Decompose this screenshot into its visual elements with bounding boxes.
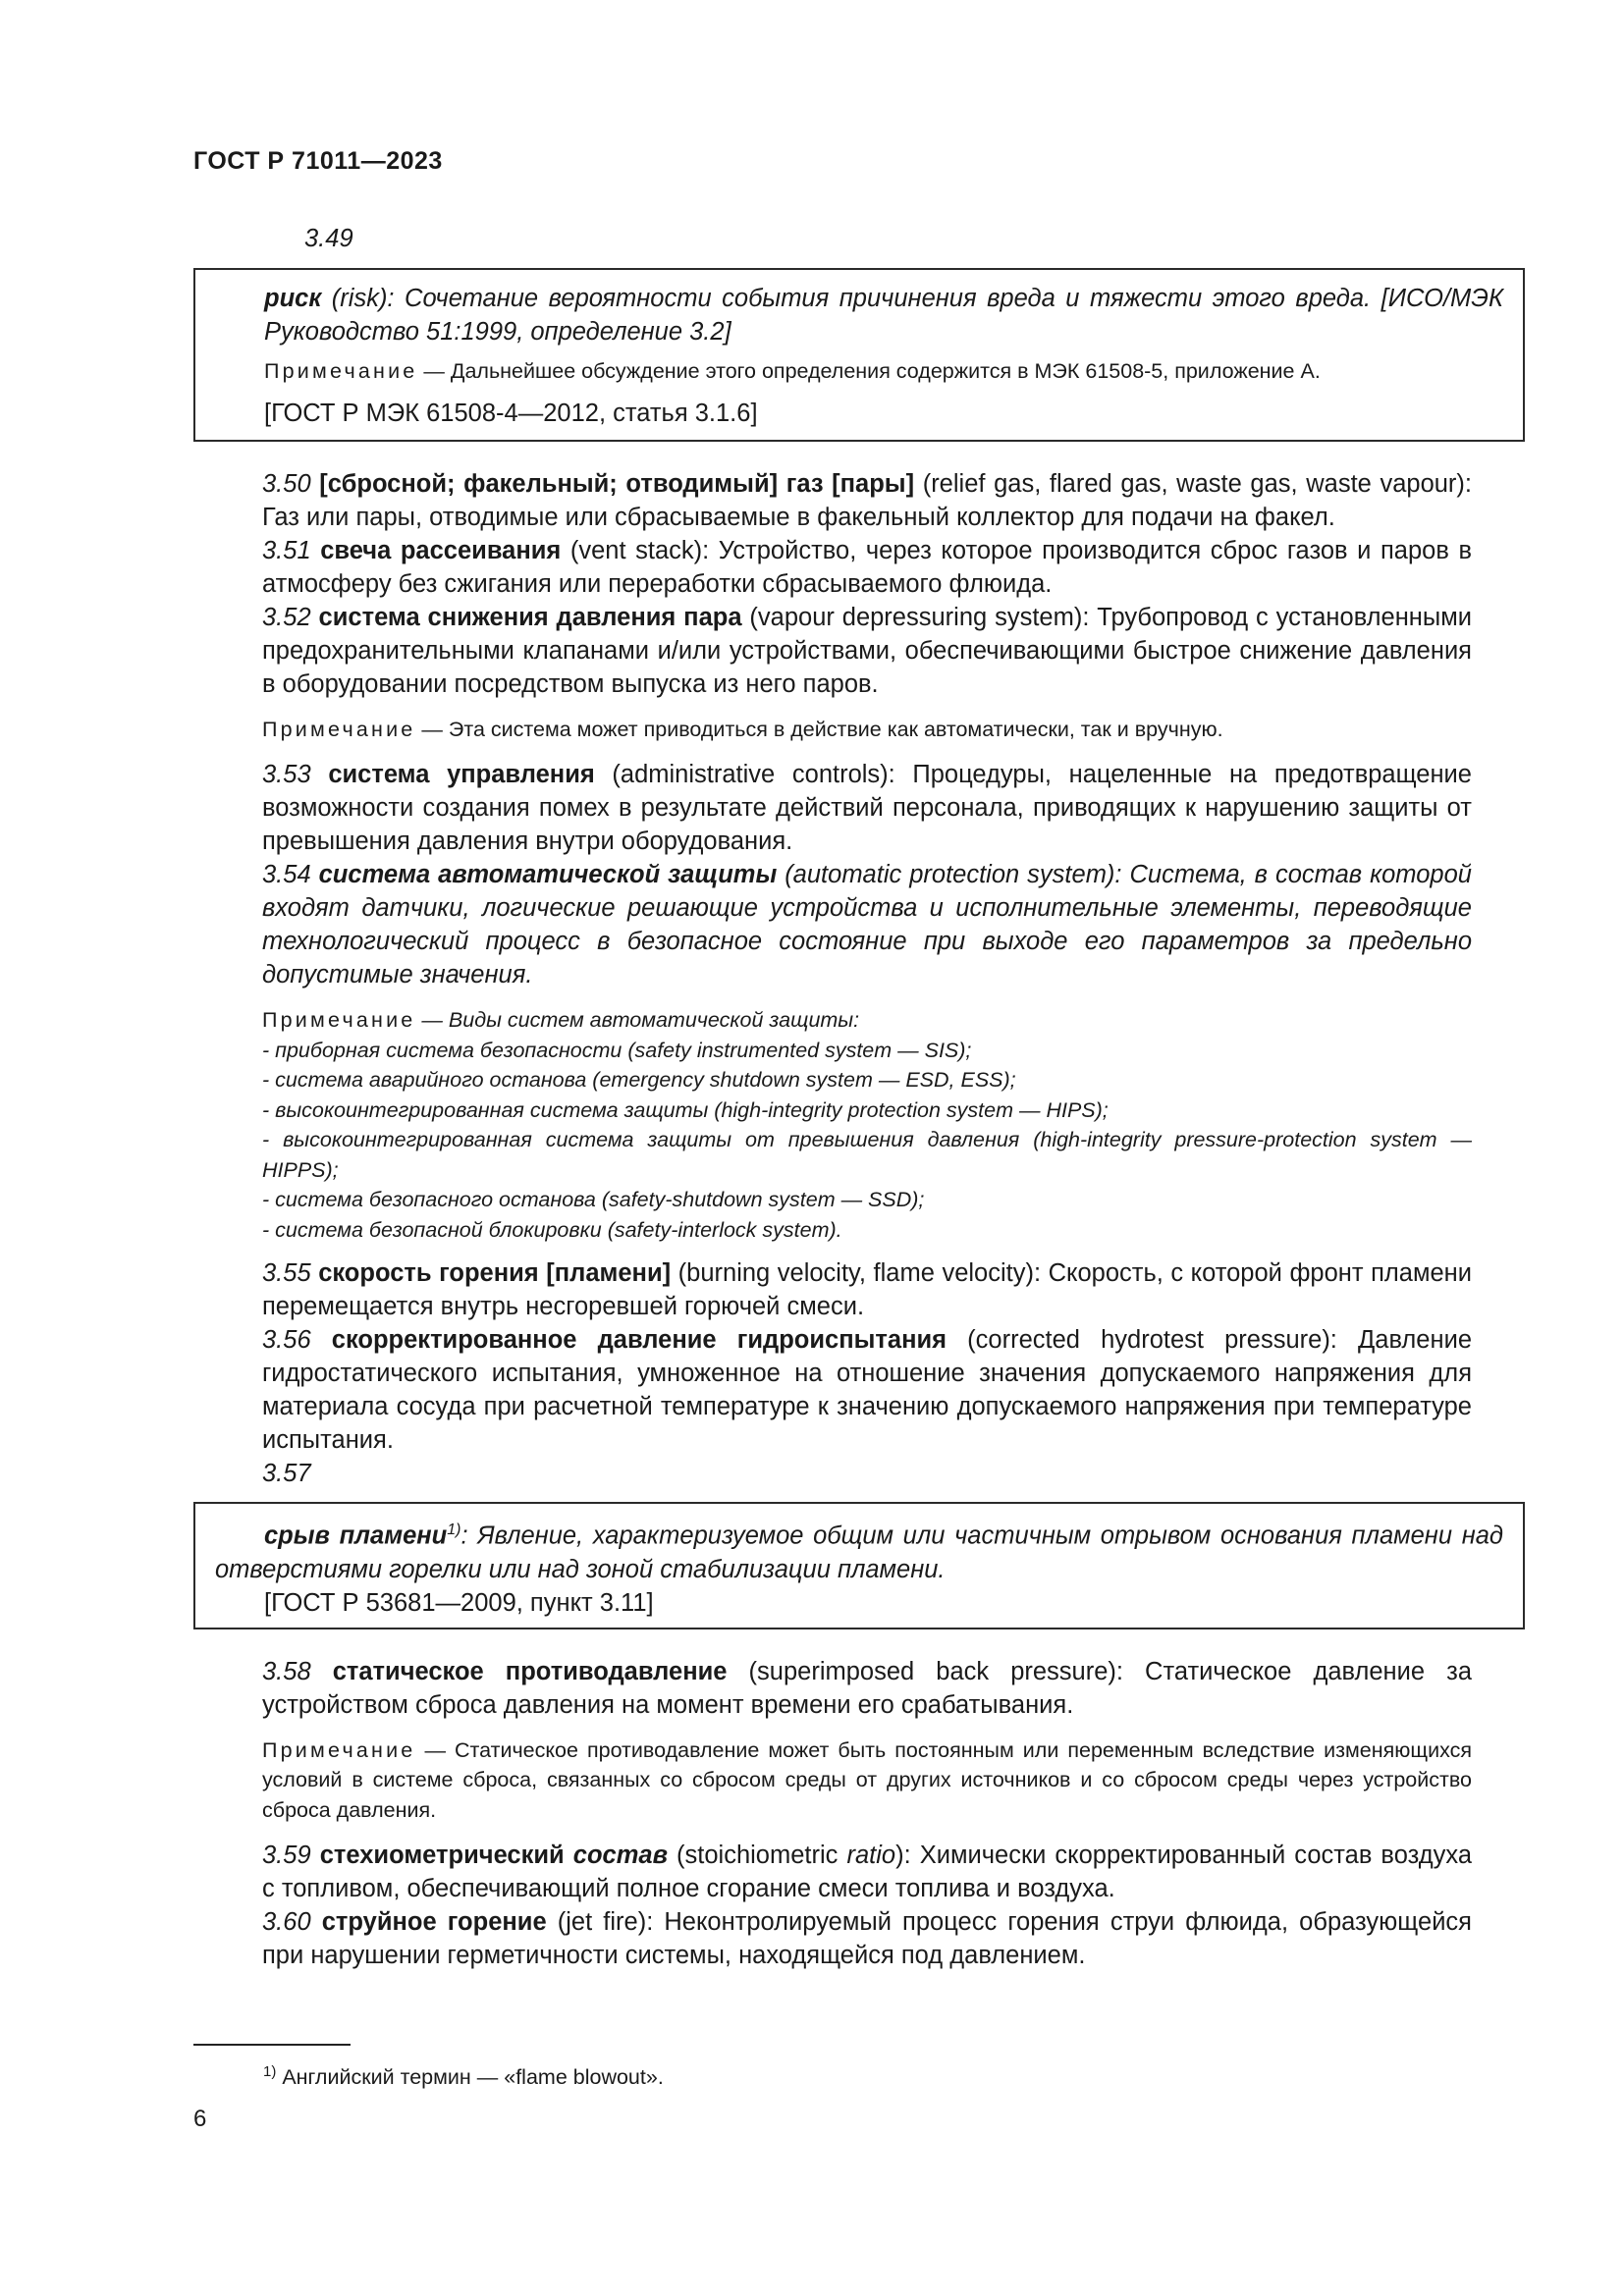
footnote: [263, 2057, 664, 2092]
term-3-50: [193, 467, 1472, 534]
list-item: - система безопасной блокировки (safety-interlock system).: [262, 1217, 842, 1242]
term-number: 3.52: [262, 603, 311, 631]
list-item: - приборная система безопасности (safety instrumented system — SIS);: [262, 1038, 972, 1062]
term-text: (automatic protection system): Система, в состав которой входят датчики, логические решающие устройства и исполнительные элементы, переводящие технологический процесс в безопасное состояние при выходе его параметров за предельно допустимые значения.: [262, 861, 1472, 988]
term-number: 3.54: [262, 861, 311, 888]
term-3-60: [193, 1905, 1472, 1972]
term-text: ): Химически скорректированный состав воздуха с топливом, обеспечивающий полное сгорание смеси топлива и воздуха.: [262, 1842, 1472, 1902]
term-number: 3.60: [262, 1908, 311, 1936]
term-text: (stoichiometric: [667, 1842, 847, 1869]
term-3-58: [193, 1655, 1472, 1722]
term-definition: [264, 282, 1503, 348]
note-list: [193, 1005, 1472, 1245]
term-text: (risk): Сочетание вероятности события причинения вреда и тяжести этого вреда. [ИСО/МЭК Руководство 51:1999, определение 3.2]: [264, 285, 1503, 346]
list-item: - высокоинтегрированная система защиты от превышения давления (high-integrity pressure-protection system — HIPPS);: [262, 1128, 1472, 1182]
term-text: (superimposed back pressure): Статическое давление за устройством сброса давления на момент времени его срабатывания.: [262, 1657, 1472, 1719]
term-name: система автоматической защиты: [318, 861, 778, 888]
note: [193, 1005, 1472, 1036]
note: [193, 1735, 1472, 1826]
term-name: скорректированное давление гидроиспытания: [331, 1326, 947, 1354]
term-name: скорость горения [пламени]: [318, 1259, 672, 1287]
term-reference: [ГОСТ Р МЭК 61508-4—2012, статья 3.1.6]: [264, 399, 758, 427]
term-name-italic: состав: [572, 1842, 668, 1869]
term-3-59: [193, 1839, 1472, 1905]
term-text: (vapour depressuring system): Трубопровод с установленными предохранительными клапанами и/или устройствами, обеспечивающими быстрое снижение давления в оборудовании посредством выпуска из него паров.: [262, 603, 1472, 698]
term-text: (jet fire): Неконтролируемый процесс горения струи флюида, образующейся при нарушении герметичности системы, находящейся под давлением.: [262, 1908, 1472, 1969]
note-label: Примечание: [264, 359, 418, 383]
term-3-55: [193, 1256, 1472, 1323]
term-number: 3.49: [304, 225, 353, 252]
footnote-marker: 1): [263, 2063, 277, 2080]
footnote-divider: [193, 2044, 351, 2046]
footnote-marker: 1): [447, 1522, 461, 1538]
list-item: - система безопасного останова (safety-shutdown system — SSD);: [262, 1188, 925, 1211]
term-text-italic: ratio: [846, 1842, 896, 1869]
term-3-53: [193, 758, 1472, 858]
term-number: 3.59: [262, 1842, 311, 1869]
term-name: срыв пламени: [264, 1522, 448, 1550]
term-number-3-57: [193, 1457, 1472, 1490]
page-number: 6: [193, 2106, 207, 2132]
term-frame-3-57: [193, 1502, 1525, 1629]
term-3-51: [193, 534, 1472, 601]
term-text: : Явление, характеризуемое общим или частичным отрывом основания пламени над отверстиями горелки или над зоной стабилизации пламени.: [215, 1522, 1504, 1583]
terms-block-2: [193, 1655, 1472, 1973]
term-text: (relief gas, flared gas, waste gas, waste vapour): Газ или пары, отводимые или сбрасываемые в факельный коллектор для подачи на факел.: [262, 469, 1473, 531]
terms-block-1: [193, 467, 1472, 1491]
term-text: (administrative controls): Процедуры, нацеленные на предотвращение возможности создания помех в результате действий персонала, приводящих к нарушению защиты от превышения давления внутри оборудования.: [262, 761, 1472, 855]
term-name: [сбросной; факельный; отводимый] газ [пары]: [319, 469, 915, 498]
term-number: 3.50: [262, 469, 311, 498]
note-text: — Эта система может приводиться в действие как автоматически, так и вручную.: [415, 717, 1223, 741]
term-number: 3.58: [262, 1657, 311, 1685]
page-content: [215, 222, 1512, 1972]
term-reference: [ГОСТ Р 53681—2009, пункт 3.11]: [264, 1588, 654, 1617]
term-name: риск: [264, 285, 322, 312]
term-number: 3.56: [262, 1326, 311, 1354]
term-definition: [215, 1514, 1503, 1586]
note-label: Примечание: [262, 1737, 416, 1762]
term-number: 3.53: [262, 761, 311, 788]
term-frame-3-49: [193, 268, 1525, 442]
term-name: стехиометрический: [319, 1842, 573, 1869]
term-text: (vent stack): Устройство, через которое производится сброс газов и паров в атмосферу без сжигания или переработки сбрасываемого флюида.: [262, 536, 1472, 598]
note-label: Примечание: [262, 717, 416, 741]
list-item: - система аварийного останова (emergency shutdown system — ESD, ESS);: [262, 1068, 1016, 1092]
term-number: 3.57: [262, 1460, 311, 1487]
term-name: система снижения давления пара: [318, 603, 742, 631]
term-text: (corrected hydrotest pressure): Давление гидростатического испытания, умноженное на отношение значения допускаемого напряжения для материала сосуда при расчетной температуре к значению допускаемого напряжения при температуре испытания.: [262, 1326, 1473, 1454]
term-name: струйное горение: [321, 1908, 547, 1936]
term-3-52: [193, 601, 1472, 701]
note-text: — Виды систем автоматической защиты:: [415, 1008, 860, 1032]
term-3-54: [193, 858, 1472, 991]
note: [264, 356, 1503, 387]
term-name: статическое противодавление: [332, 1657, 728, 1685]
note-label: Примечание: [262, 1008, 416, 1032]
term-name: система управления: [328, 761, 595, 788]
note-text: — Статическое противодавление может быть постоянным или переменным вследствие изменяющихся условий в системе сброса, связанных со сбросом среды от других источников и со сбросом среды через устройство сброса давления.: [262, 1737, 1472, 1822]
list-item: - высокоинтегрированная система защиты (high-integrity protection system — HIPS);: [262, 1097, 1109, 1122]
term-text: (burning velocity, flame velocity): Скорость, с которой фронт пламени перемещается внутрь несгоревшей горючей смеси.: [262, 1259, 1473, 1320]
term-number: 3.51: [262, 536, 311, 564]
note: [193, 715, 1472, 745]
term-name: свеча рассеивания: [320, 536, 562, 564]
footnote-text: Английский термин — «flame blowout».: [276, 2065, 664, 2090]
term-number: 3.55: [262, 1259, 311, 1287]
document-header: ГОСТ Р 71011—2023: [193, 147, 443, 175]
term-3-56: [193, 1323, 1472, 1457]
note-text: — Дальнейшее обсуждение этого определения содержится в МЭК 61508-5, приложение А.: [417, 359, 1321, 383]
